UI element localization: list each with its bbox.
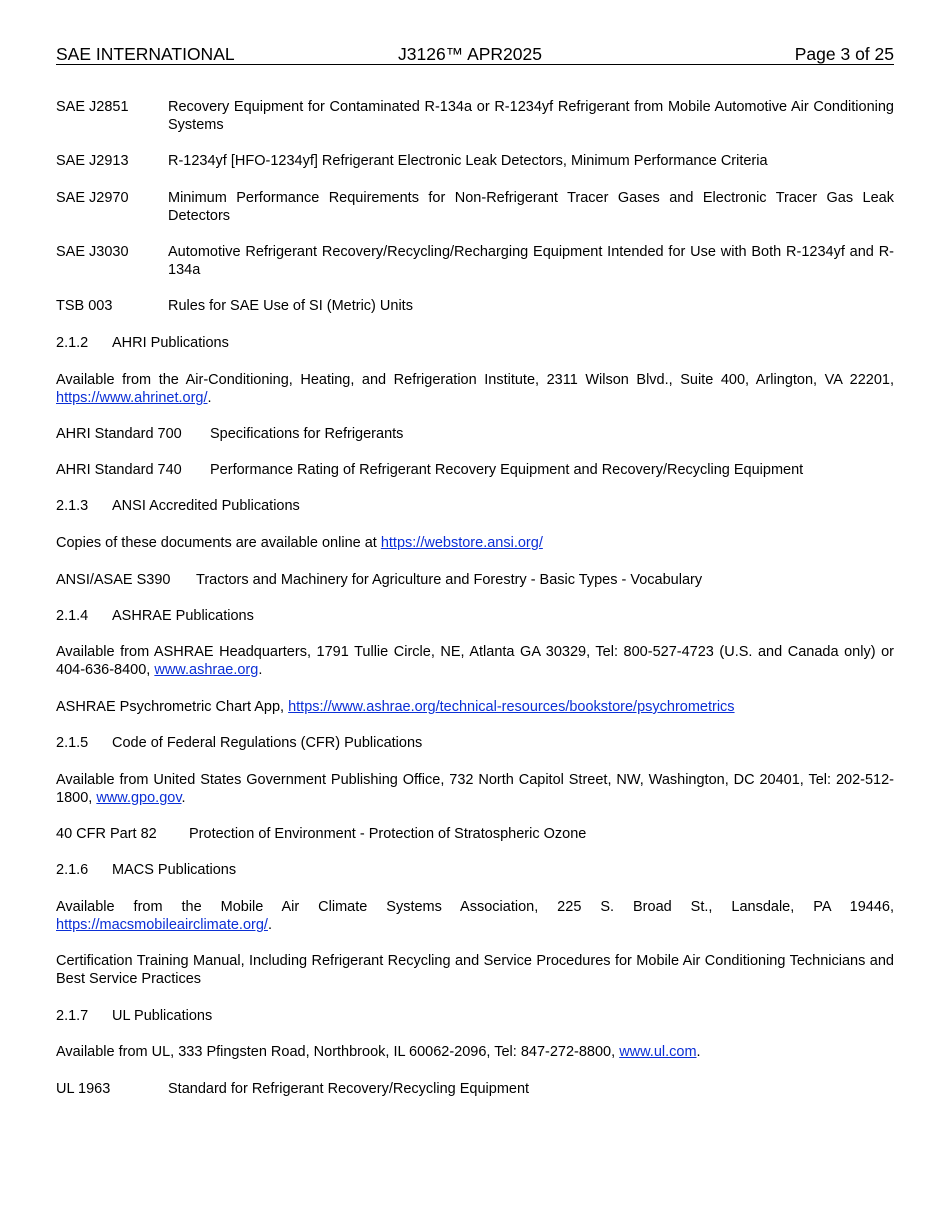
header-org: SAE INTERNATIONAL xyxy=(56,44,235,64)
cfr-availability-text: Available from United States Government Publishing Office, 732 North Capitol Street, NW, Washington, DC 20401, Tel: 202-512-1800, xyxy=(56,772,894,806)
reference-ahri-740 xyxy=(56,461,894,479)
section-number: 2.1.4 xyxy=(56,608,89,624)
macs-availability-paragraph xyxy=(56,898,894,934)
period: . xyxy=(696,1044,701,1060)
section-title: ANSI Accredited Publications xyxy=(112,498,300,514)
reference-40-cfr-part-82 xyxy=(56,825,894,843)
ahri-link[interactable]: https://www.ahrinet.org/ xyxy=(56,390,208,406)
ul-availability-paragraph xyxy=(56,1043,894,1061)
ashrae-availability-paragraph xyxy=(56,643,894,679)
ashrae-link[interactable]: www.ashrae.org xyxy=(154,662,259,678)
reference-code: TSB 003 xyxy=(56,298,113,314)
reference-title: Recovery Equipment for Contaminated R-134a or R-1234yf Refrigerant from Mobile Automotive Air Conditioning Systems xyxy=(168,99,894,133)
period: . xyxy=(181,790,186,806)
ansi-availability-paragraph xyxy=(56,534,894,552)
reference-code: AHRI Standard 740 xyxy=(56,462,182,478)
section-number: 2.1.7 xyxy=(56,1008,89,1024)
section-heading-macs xyxy=(56,861,894,879)
section-heading-ansi xyxy=(56,497,894,515)
ashrae-chart-app-paragraph xyxy=(56,698,894,716)
ansi-availability-text: Copies of these documents are available online at xyxy=(56,535,377,551)
reference-code: AHRI Standard 700 xyxy=(56,426,182,442)
ul-link[interactable]: www.ul.com xyxy=(619,1044,697,1060)
ansi-link[interactable]: https://webstore.ansi.org/ xyxy=(380,535,543,551)
reference-code: SAE J2851 xyxy=(56,99,129,115)
header-doc-id: J3126™ APR2025 xyxy=(398,44,542,64)
reference-ansi-s390 xyxy=(56,571,894,589)
section-heading-cfr xyxy=(56,734,894,752)
section-number: 2.1.6 xyxy=(56,862,89,878)
reference-sae-j2970 xyxy=(56,189,894,225)
section-number: 2.1.2 xyxy=(56,335,89,351)
macs-link[interactable]: https://macsmobileairclimate.org/ xyxy=(56,917,268,933)
reference-ul-1963 xyxy=(56,1080,894,1098)
ashrae-app-text: ASHRAE Psychrometric Chart App, xyxy=(56,699,285,715)
cfr-availability-paragraph xyxy=(56,771,894,807)
reference-title: Standard for Refrigerant Recovery/Recycling Equipment xyxy=(168,1081,530,1097)
ashrae-app-link[interactable]: https://www.ashrae.org/technical-resources/bookstore/psychrometrics xyxy=(288,699,735,715)
reference-title: Specifications for Refrigerants xyxy=(210,426,404,442)
ahri-availability-text: Available from the Air-Conditioning, Heating, and Refrigeration Institute, 2311 Wilson Blvd., Suite 400, Arlington, VA 22201, xyxy=(56,372,894,388)
reference-code: ANSI/ASAE S390 xyxy=(56,572,171,588)
section-title: UL Publications xyxy=(112,1008,213,1024)
section-heading-ashrae xyxy=(56,607,894,625)
section-number: 2.1.5 xyxy=(56,735,89,751)
reference-title: Rules for SAE Use of SI (Metric) Units xyxy=(168,298,413,314)
reference-title: Protection of Environment - Protection of Stratospheric Ozone xyxy=(189,826,587,842)
reference-code: SAE J3030 xyxy=(56,244,129,260)
reference-sae-j2851 xyxy=(56,98,894,134)
reference-sae-j2913 xyxy=(56,152,894,170)
period: . xyxy=(267,917,272,933)
reference-title: R-1234yf [HFO-1234yf] Refrigerant Electronic Leak Detectors, Minimum Performance Criteria xyxy=(168,153,768,169)
reference-sae-j3030 xyxy=(56,243,894,279)
section-title: ASHRAE Publications xyxy=(112,608,254,624)
reference-tsb-003 xyxy=(56,297,894,315)
reference-code: SAE J2970 xyxy=(56,190,129,206)
header-page-number: Page 3 of 25 xyxy=(794,44,894,64)
macs-manual-title: Certification Training Manual, Including Refrigerant Recycling and Service Procedures for Mobile Air Conditioning Technicians and Best Service Practices xyxy=(56,953,894,987)
ul-availability-text: Available from UL, 333 Pfingsten Road, Northbrook, IL 60062-2096, Tel: 847-272-8800, xyxy=(56,1044,616,1060)
reference-code: SAE J2913 xyxy=(56,153,129,169)
ashrae-availability-text: Available from ASHRAE Headquarters, 1791 Tullie Circle, NE, Atlanta GA 30329, Tel: 800-527-4723 (U.S. and Canada only) or 404-636-8400, xyxy=(56,644,894,678)
page-header xyxy=(56,44,894,65)
reference-title: Minimum Performance Requirements for Non-Refrigerant Tracer Gases and Electronic Tracer Gas Leak Detectors xyxy=(168,190,894,224)
section-title: AHRI Publications xyxy=(112,335,229,351)
reference-code: UL 1963 xyxy=(56,1081,111,1097)
ahri-availability-paragraph xyxy=(56,371,894,407)
period: . xyxy=(258,662,263,678)
reference-code: 40 CFR Part 82 xyxy=(56,826,157,842)
period: . xyxy=(207,390,212,406)
reference-title: Automotive Refrigerant Recovery/Recycling/Recharging Equipment Intended for Use with Both R-1234yf and R-134a xyxy=(168,244,894,278)
section-heading-ahri xyxy=(56,334,894,352)
section-title: Code of Federal Regulations (CFR) Publications xyxy=(112,735,423,751)
section-title: MACS Publications xyxy=(112,862,237,878)
macs-availability-text: Available from the Mobile Air Climate Systems Association, 225 S. Broad St., Lansdale, PA 19446, xyxy=(56,899,894,915)
section-number: 2.1.3 xyxy=(56,498,89,514)
reference-title: Tractors and Machinery for Agriculture and Forestry - Basic Types - Vocabulary xyxy=(196,572,703,588)
section-heading-ul xyxy=(56,1007,894,1025)
gpo-link[interactable]: www.gpo.gov xyxy=(96,790,182,806)
reference-ahri-700 xyxy=(56,425,894,443)
reference-title: Performance Rating of Refrigerant Recovery Equipment and Recovery/Recycling Equipment xyxy=(210,462,804,478)
